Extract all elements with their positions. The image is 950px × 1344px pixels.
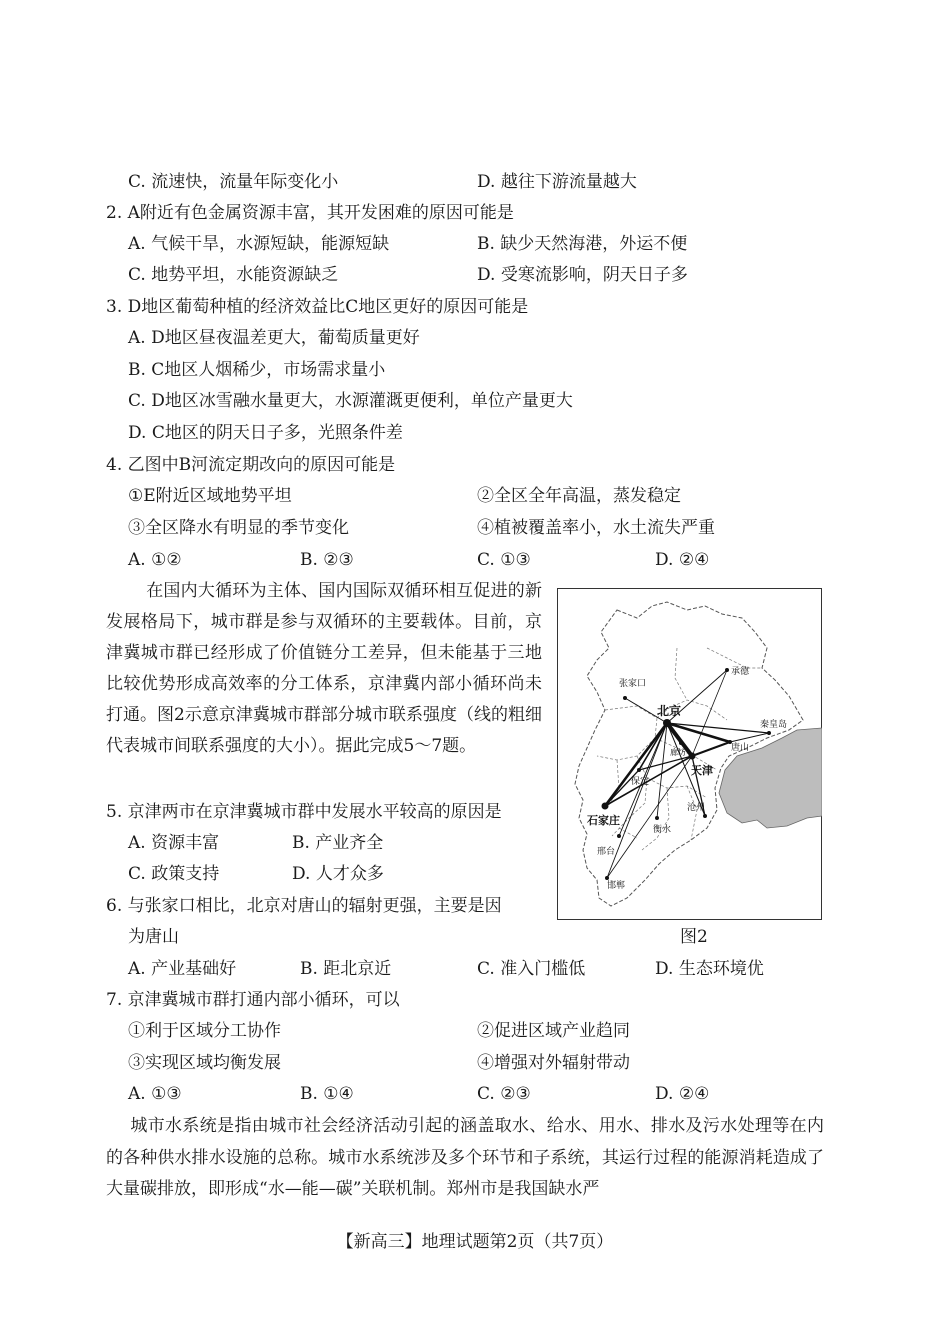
- city-point-handan: [605, 876, 609, 880]
- q7-statement-3: ③实现区域均衡发展: [128, 1053, 281, 1073]
- q7-statement-2: ②促进区域产业趋同: [477, 1021, 630, 1041]
- q1-option-c: C. 流速快，流量年际变化小: [128, 172, 339, 192]
- q5-stem: 5. 京津两市在京津冀城市群中发展水平较高的原因是: [106, 802, 502, 822]
- city-point-cangzhou: [703, 814, 707, 818]
- q4-option-c: C. ①③: [477, 550, 531, 570]
- label-chengde: 承德: [731, 667, 750, 677]
- city-point-hengshui: [655, 816, 659, 820]
- q2-option-c: C. 地势平坦，水能资源缺乏: [128, 265, 339, 285]
- q6-option-d: D. 生态环境优: [655, 959, 764, 979]
- q4-option-b: B. ②③: [300, 550, 354, 570]
- q6-option-a: A. 产业基础好: [128, 959, 237, 979]
- label-xingtai: 邢台: [597, 847, 616, 857]
- q5-option-d: D. 人才众多: [292, 864, 384, 884]
- q7-option-d: D. ②④: [655, 1084, 710, 1104]
- q2-option-b: B. 缺少天然海港，外运不便: [477, 234, 688, 254]
- city-point-qinhuangdao: [767, 731, 771, 735]
- q2-option-d: D. 受寒流影响，阴天日子多: [477, 265, 688, 285]
- q4-statement-1: ①E附近区域地势平坦: [128, 486, 292, 506]
- q3-stem: 3. D地区葡萄种植的经济效益比C地区更好的原因可能是: [106, 297, 529, 317]
- q4-stem: 4. 乙图中B河流定期改向的原因可能是: [106, 455, 396, 475]
- q5-option-a: A. 资源丰富: [128, 833, 220, 853]
- city-point-tianjin: [689, 753, 696, 760]
- q2-stem: 2. A附近有色金属资源丰富，其开发困难的原因可能是: [106, 203, 514, 223]
- q3-option-a: A. D地区昼夜温差更大，葡萄质量更好: [128, 328, 420, 348]
- figure-2-map: [557, 588, 822, 920]
- q7-option-a: A. ①③: [128, 1084, 182, 1104]
- q4-statement-2: ②全区全年高温，蒸发稳定: [477, 486, 681, 506]
- q3-option-c: C. D地区冰雪融水量更大，水源灌溉更便利，单位产量更大: [128, 391, 573, 411]
- q7-option-b: B. ①④: [300, 1084, 354, 1104]
- q1-option-d: D. 越往下游流量越大: [477, 172, 637, 192]
- q6-stem-line2: 为唐山: [128, 927, 179, 947]
- q5-option-c: C. 政策支持: [128, 864, 220, 884]
- passage-water-system: [106, 1111, 824, 1206]
- q4-option-d: D. ②④: [655, 550, 710, 570]
- passage-jingjinji-text: 在国内大循环为主体、国内国际双循环相互促进的新发展格局下，城市群是参与双循环的主要载体。目前，京津冀城市群已经形成了价值链分工差异，但未能基于三地比较优势形成高效率的分工体系，京津冀内部小循环尚未打通。图2示意京津冀城市群部分城市联系强度（线的粗细代表城市间联系强度的大小）。据此完成5～7题。: [106, 581, 542, 756]
- q7-statement-1: ①利于区域分工协作: [128, 1021, 281, 1041]
- q5-option-b: B. 产业齐全: [292, 833, 384, 853]
- label-langfang: 廊坊: [670, 748, 686, 757]
- q3-option-d: D. C地区的阴天日子多，光照条件差: [128, 423, 403, 443]
- city-point-chengde: [725, 668, 729, 672]
- label-baoding: 保定: [631, 777, 650, 787]
- page-footer: 【新高三】地理试题第2页（共7页）: [336, 1232, 614, 1252]
- city-point-beijing: [663, 719, 671, 727]
- city-point-langfang: [679, 741, 683, 745]
- label-zhangjiakou: 张家口: [619, 679, 647, 689]
- label-shijiazhuang: 石家庄: [587, 814, 620, 827]
- label-hengshui: 衡水: [653, 825, 672, 835]
- figure-caption: 图2: [680, 927, 708, 947]
- label-handan: 邯郸: [607, 881, 626, 891]
- q2-option-a: A. 气候干旱，水源短缺，能源短缺: [128, 234, 390, 254]
- passage-jingjinji: [106, 576, 542, 762]
- q7-statement-4: ④增强对外辐射带动: [477, 1053, 630, 1073]
- q4-option-a: A. ①②: [128, 550, 182, 570]
- city-point-xingtai: [617, 834, 621, 838]
- q6-option-c: C. 准入门槛低: [477, 959, 586, 979]
- label-beijing: 北京: [657, 704, 682, 718]
- label-tianjin: 天津: [691, 764, 713, 777]
- city-point-baoding: [637, 768, 641, 772]
- label-cangzhou: 沧州: [687, 803, 706, 813]
- passage-water-system-text: 城市水系统是指由城市社会经济活动引起的涵盖取水、给水、用水、排水及污水处理等在内的各种供水排水设施的总称。城市水系统涉及多个环节和子系统，其运行过程的能源消耗造成了大量碳排放，即形成“水—能—碳”关联机制。郑州市是我国缺水严: [106, 1116, 824, 1199]
- q4-statement-4: ④植被覆盖率小，水土流失严重: [477, 518, 715, 538]
- label-qinhuangdao: 秦皇岛: [760, 720, 788, 730]
- q3-option-b: B. C地区人烟稀少，市场需求量小: [128, 360, 386, 380]
- label-tangshan: 唐山: [731, 743, 750, 753]
- city-point-shijiazhuang: [602, 803, 609, 810]
- q6-stem-line1: 6. 与张家口相比，北京对唐山的辐射更强，主要是因: [106, 896, 502, 916]
- q7-stem: 7. 京津冀城市群打通内部小循环，可以: [106, 990, 400, 1010]
- q7-option-c: C. ②③: [477, 1084, 531, 1104]
- q4-statement-3: ③全区降水有明显的季节变化: [128, 518, 349, 538]
- city-point-zhangjiakou: [623, 696, 627, 700]
- q6-option-b: B. 距北京近: [300, 959, 392, 979]
